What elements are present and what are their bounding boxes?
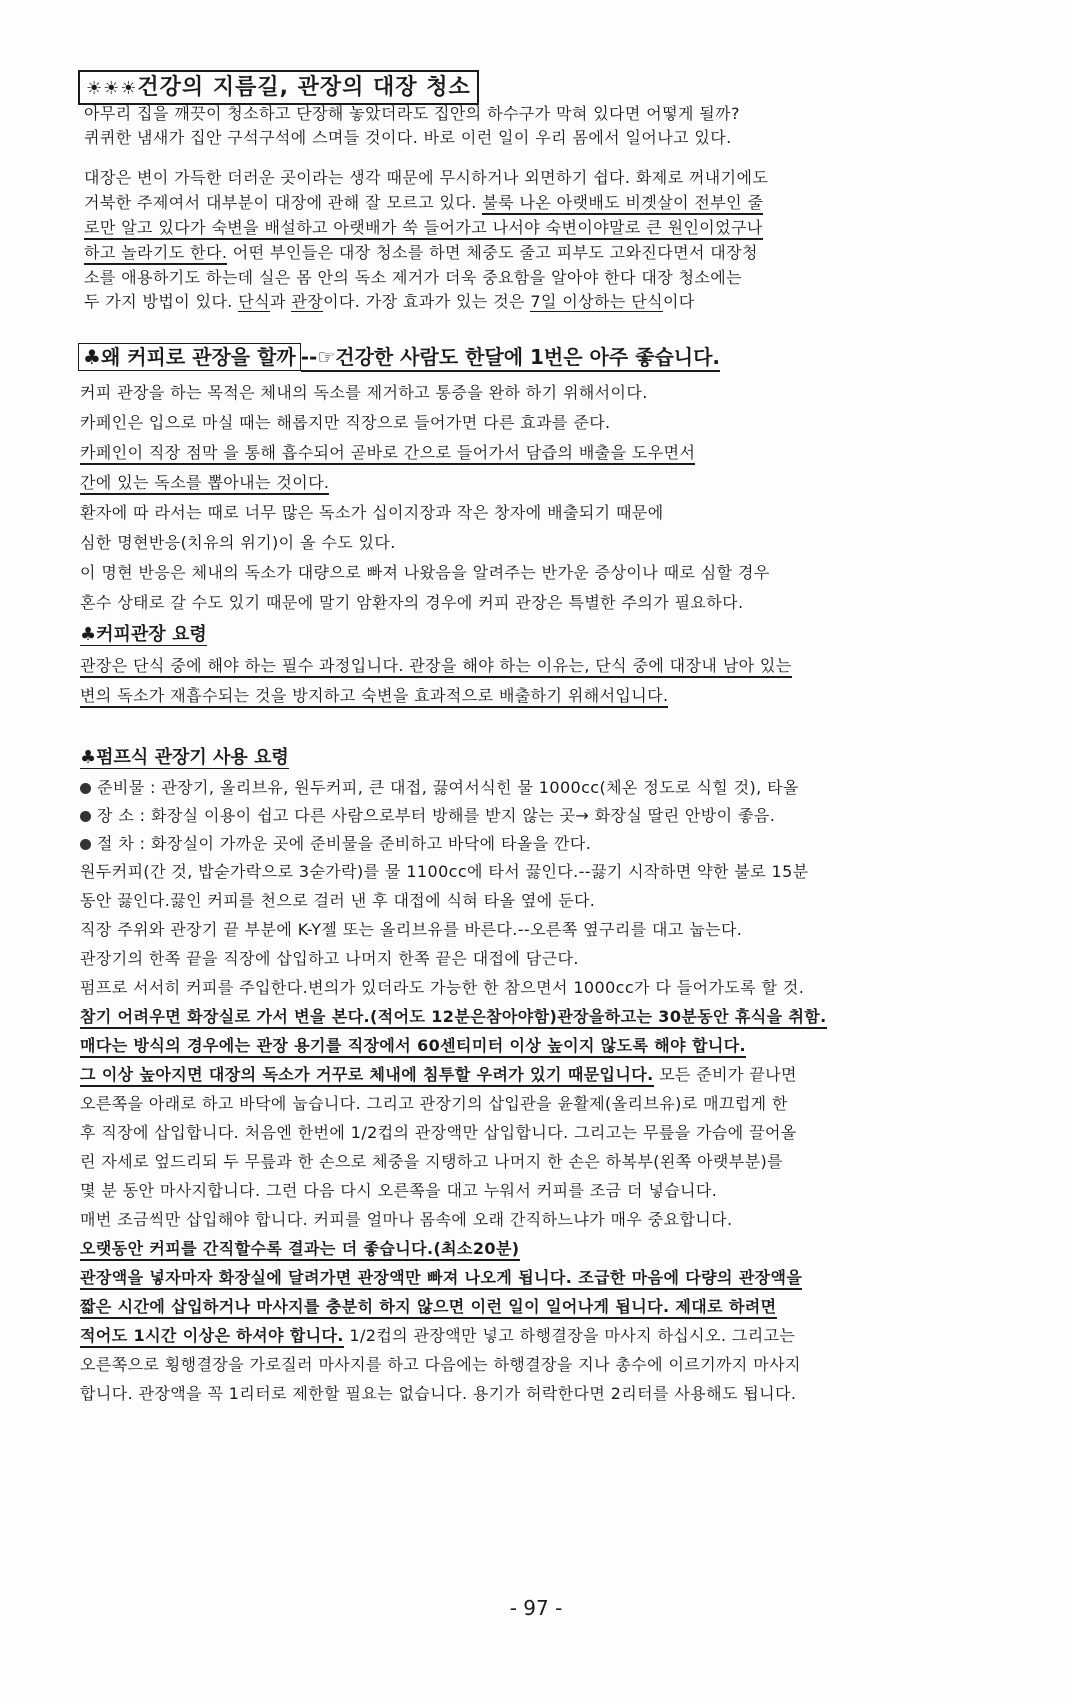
pump-underlined-text: 짧은 시간에 삽입하거나 마사지를 충분히 하지 않으면 이런 일이 일어나게 됩니다. 제대로 하려면 [80,1297,777,1319]
section-heading-boxed-text: 왜 커피로 관장을 할까 [100,345,296,369]
pump-line-7 [80,1036,746,1056]
pump-underlined-text: 참기 어려우면 화장실로 가서 변을 본다.(적어도 12분은참아야함)관장을하고는 30분동안 휴식을 취함. [80,1007,827,1029]
pump-text: 모든 준비가 끝나면 [653,1065,797,1084]
guide-line-2 [80,686,668,706]
pump-text: 1/2컵의 관장액만 넣고 하행결장을 마사지 하십시오. 그리고는 [343,1326,796,1345]
intro-line-1: 아무리 집을 깨끗이 청소하고 단장해 놓았더라도 집안의 하수구가 막혀 있다면 어떻게 될까? [84,104,740,123]
seven-day-fasting-term: 7일 이상하는 단식 [530,292,663,311]
place-text: 장 소 : 화장실 이용이 쉽고 다른 사람으로부터 방해를 받지 않는 곳→ 화장실 딸린 안방이 좋음. [97,806,776,825]
bullet-icon [80,839,91,850]
para1-line-2 [84,193,763,213]
para1-line-1: 대장은 변이 가득한 더러운 곳이라는 생각 때문에 무시하거나 외면하기 쉽다. 화제로 꺼내기에도 [84,168,769,187]
pump-line-4: 관장기의 한쪽 끝을 직장에 삽입하고 나머지 한쪽 끝은 대접에 담근다. [80,949,579,968]
coffee-enema-guide-heading [80,623,207,647]
coffee-line-4 [80,473,329,493]
pump-line-5: 펌프로 서서히 커피를 주입한다.변의가 있더라도 가능한 한 참으면서 1000cc가 다 들어가도록 할 것. [80,978,805,997]
bullet-icon [80,811,91,822]
para1-text: 거북한 주제여서 대부분이 대장에 관해 잘 모르고 있다. [84,193,483,212]
pump-line-12: 몇 분 동안 마사지합니다. 그런 다음 다시 오른쪽을 대고 누워서 커피를 조금 더 넣습니다. [80,1181,718,1200]
pump-line-14 [80,1239,520,1259]
pump-line-8 [80,1065,797,1085]
pump-line-11: 린 자세로 엎드리되 두 무릎과 한 손으로 체중을 지탱하고 나머지 한 손은 하복부(왼쪽 아랫부분)를 [80,1152,783,1171]
heading-text: ♣펌프식 관장기 사용 요령 [80,747,289,768]
pump-line-15 [80,1268,802,1288]
para1-line-6 [84,292,695,312]
para1-underlined-text: 로만 알고 있다가 숙변을 배설하고 아랫배가 쑥 들어가고 나서야 숙변이야말로 큰 원인이었구나 [84,218,763,240]
procedure-line [80,834,591,854]
para1-line-3 [84,218,763,238]
coffee-line-7: 이 명현 반응은 체내의 독소가 대량으로 빠져 나왔음을 알려주는 반가운 증상이나 때로 심할 경우 [80,563,770,582]
prep-line [80,778,799,798]
pump-line-19: 합니다. 관장액을 꼭 1리터로 제한할 필요는 없습니다. 용기가 허락한다면 2리터를 사용해도 됩니다. [80,1384,797,1403]
para1-underlined-text: 불룩 나온 아랫배도 비곗살이 전부인 줄 [482,193,763,215]
coffee-line-3 [80,443,695,463]
para1-text: 어떤 부인들은 대장 청소를 하면 체중도 줄고 피부도 고와진다면서 대장청 [227,243,758,262]
pump-line-18: 오른쪽으로 횡행결장을 가로질러 마사지를 하고 다음에는 하행결장을 지나 총수에 이르기까지 마사지 [80,1355,801,1374]
section-heading-box [78,343,301,371]
pump-guide-heading [80,746,289,770]
para1-underlined-text: 하고 놀라기도 한다. [84,243,227,265]
procedure-text: 절 차 : 화장실이 가까운 곳에 준비물을 준비하고 바닥에 타올을 깐다. [97,834,592,853]
pump-line-16 [80,1297,777,1317]
pump-underlined-text: 그 이상 높아지면 대장의 독소가 거꾸로 체내에 침투할 우려가 있기 때문입니다. [80,1065,654,1087]
coffee-line-2: 카페인은 입으로 마실 때는 해롭지만 직장으로 들어가면 다른 효과를 준다. [80,413,611,432]
pump-underlined-text: 적어도 1시간 이상은 하셔야 합니다. [80,1326,344,1348]
pump-line-13: 매번 조금씩만 삽입해야 합니다. 커피를 얼마나 몸속에 오래 간직하느냐가 매우 중요합니다. [80,1210,733,1229]
guide-underlined-text: 관장은 단식 중에 해야 하는 필수 과정입니다. 관장을 해야 하는 이유는, 단식 중에 대장내 남아 있는 [80,656,792,678]
guide-line-1 [80,656,792,676]
prep-text: 준비물 : 관장기, 올리브유, 원두커피, 큰 대접, 끓여서식힌 물 1000cc(체온 정도로 식힐 것), 타올 [97,778,799,797]
section-heading-coffee-enema [78,343,720,371]
pump-line-2: 동안 끓인다.끓인 커피를 천으로 걸러 낸 후 대접에 식혀 타올 옆에 둔다. [80,891,596,910]
page-number: - 97 - [509,1596,563,1620]
club-icon: ♣ [83,345,101,369]
pump-line-6 [80,1007,827,1027]
pump-underlined-text: 오랫동안 커피를 간직할수록 결과는 더 좋습니다.(최소20분) [80,1239,520,1261]
para1-text: 두 가지 방법이 있다. [84,292,239,311]
pump-underlined-text: 관장액을 넣자마자 화장실에 달려가면 관장액만 빠져 나오게 됩니다. 조급한 마음에 다량의 관장액을 [80,1268,802,1290]
pump-line-17 [80,1326,795,1346]
pump-underlined-text: 매다는 방식의 경우에는 관장 용기를 직장에서 60센티미터 이상 높이지 않도록 해야 합니다. [80,1036,746,1058]
intro-line-2: 퀴퀴한 냄새가 집안 구석구석에 스며들 것이다. 바로 이런 일이 우리 몸에서 일어나고 있다. [84,128,732,147]
coffee-underlined-text: 카페인이 직장 점막 을 통해 흡수되어 곧바로 간으로 들어가서 담즙의 배출을 도우면서 [80,443,695,465]
page-title [78,70,479,105]
para1-text: 이다. 가장 효과가 있는 것은 [323,292,531,311]
fasting-term: 단식 [238,292,270,311]
coffee-underlined-text: 간에 있는 독소를 뽑아내는 것이다. [80,473,329,495]
section-heading-subtext: --☞건강한 사람도 한달에 1번은 아주 좋습니다. [301,345,720,372]
para1-line-4 [84,243,758,263]
place-line [80,806,775,826]
para1-text: 이다 [662,292,695,311]
para1-text: 과 [270,292,292,311]
pump-line-10: 후 직장에 삽입합니다. 처음엔 한번에 1/2컵의 관장액만 삽입합니다. 그리고는 무릎을 가슴에 끌어올 [80,1123,797,1142]
page-title-text: 건강의 지름길, 관장의 대장 청소 [137,75,471,100]
pump-line-9: 오른쪽을 아래로 하고 바닥에 눕습니다. 그리고 관장기의 삽입관을 윤활제(올리브유)로 매끄럽게 한 [80,1094,788,1113]
sun-icon: ☀☀☀ [86,78,138,99]
pump-line-3: 직장 주위와 관장기 끝 부분에 K-Y젤 또는 올리브유를 바른다.--오른쪽 옆구리를 대고 눕는다. [80,920,743,939]
coffee-line-6: 심한 명현반응(치유의 위기)이 올 수도 있다. [80,533,396,552]
para1-line-5: 소를 애용하기도 하는데 실은 몸 안의 독소 제거가 더욱 중요함을 알아야 한다 대장 청소에는 [84,268,742,287]
coffee-line-1: 커피 관장을 하는 목적은 체내의 독소를 제거하고 통증을 완하 하기 위해서이다. [80,383,648,402]
pump-line-1: 원두커피(간 것, 밥숟가락으로 3숟가락)를 물 1100cc에 타서 끓인다.--끓기 시작하면 약한 불로 15분 [80,862,809,881]
bullet-icon [80,783,91,794]
guide-underlined-text: 변의 독소가 재흡수되는 것을 방지하고 숙변을 효과적으로 배출하기 위해서입니다. [80,686,668,708]
coffee-line-8: 혼수 상태로 갈 수도 있기 때문에 말기 암환자의 경우에 커피 관장은 특별한 주의가 필요하다. [80,593,744,612]
heading-text: ♣커피관장 요령 [80,624,207,645]
enema-term: 관장 [291,292,324,311]
coffee-line-5: 환자에 따 라서는 때로 너무 많은 독소가 십이지장과 작은 창자에 배출되기 때문에 [80,503,664,522]
